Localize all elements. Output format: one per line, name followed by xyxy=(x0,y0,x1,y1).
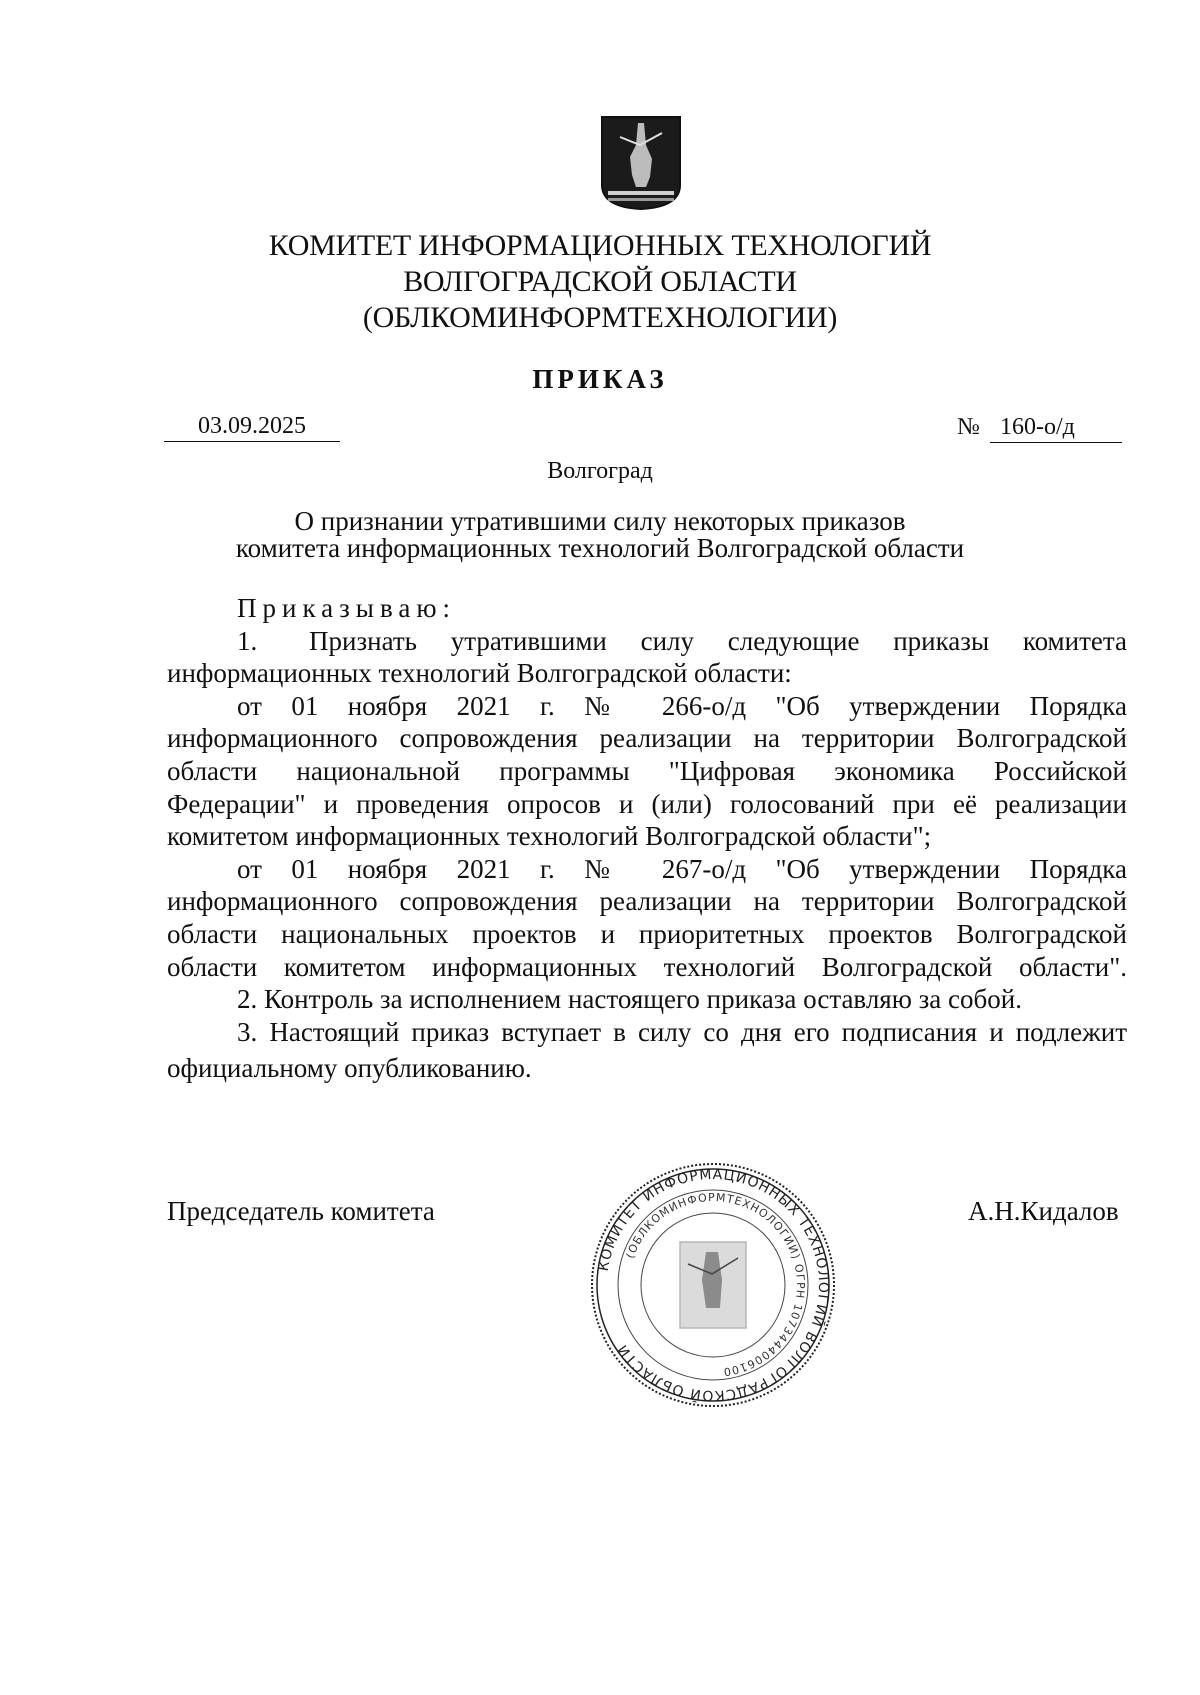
order-intro-text: Приказываю: xyxy=(237,593,456,623)
coat-of-arms-emblem xyxy=(600,115,682,211)
order-intro xyxy=(167,592,1127,625)
item-3-line2: официальному опубликованию. xyxy=(167,1053,532,1084)
item-1-line1 xyxy=(167,625,1127,658)
official-stamp xyxy=(588,1160,838,1410)
order-number-sign: № xyxy=(957,414,980,440)
signatory-position: Председатель комитета xyxy=(167,1196,435,1226)
order-number-field xyxy=(990,414,1122,443)
stamp-emblem-icon xyxy=(680,1242,746,1328)
stamp-outer-text: КОМИТЕТ ИНФОРМАЦИОННЫХ ТЕХНОЛОГИЙ ВОЛГОГРАДСКОЙ ОБЛАСТИ xyxy=(595,1166,832,1404)
subject-line1: О признании утратившими силу некоторых приказов xyxy=(294,506,906,536)
order-date: 03.09.2025 xyxy=(198,413,306,439)
order-body xyxy=(167,592,1127,1085)
repealed-order-267-line1: от 01 ноября 2021 г. № 267-о/д "Об утверждении Порядка xyxy=(237,853,1127,884)
item-1-number: 1. xyxy=(237,625,258,656)
order-number: 160-о/д xyxy=(1000,414,1075,440)
stamp-inner-text: (ОБЛКОМИНФОРМТЕХНОЛОГИИ) ОГРН 1073444006100 xyxy=(623,1190,808,1379)
repealed-order-266-line1: от 01 ноября 2021 г. № 266-о/д "Об утверждении Порядка xyxy=(237,690,1127,721)
repealed-order-266-line3: области национальной программы "Цифровая экономика Российской xyxy=(167,755,1127,786)
repealed-order-267-line3: области национальных проектов и приоритетных проектов Волгоградской xyxy=(167,918,1127,949)
org-name-line3: (ОБЛКОМИНФОРМТЕХНОЛОГИИ) xyxy=(362,301,838,334)
signatory-name: А.Н.Кидалов xyxy=(968,1196,1119,1226)
repealed-order-266-line4: Федерации" и проведения опросов и (или) голосований при её реализации xyxy=(167,788,1127,819)
repealed-order-266-line2: информационного сопровождения реализации на территории Волгоградской xyxy=(167,723,1127,754)
document-title: ПРИКАЗ xyxy=(532,364,668,394)
repealed-order-266-line5: комитетом информационных технологий Волгоградской области"; xyxy=(167,821,932,852)
org-name-line2: ВОЛГОГРАДСКОЙ ОБЛАСТИ xyxy=(403,265,797,298)
item-1-line2: информационных технологий Волгоградской области: xyxy=(167,658,792,689)
item-1-text: Признать утратившими силу следующие приказы комитета xyxy=(309,625,1127,656)
item-2: 2. Контроль за исполнением настоящего приказа оставляю за собой. xyxy=(237,984,1022,1015)
item-3-line1: 3. Настоящий приказ вступает в силу со дня его подписания и подлежит xyxy=(237,1016,1127,1047)
subject-line2: комитета информационных технологий Волгоградской области xyxy=(235,533,965,563)
repealed-order-267-line2: информационного сопровождения реализации на территории Волгоградской xyxy=(167,886,1127,917)
org-name-line1: КОМИТЕТ ИНФОРМАЦИОННЫХ ТЕХНОЛОГИЙ xyxy=(268,229,932,262)
city-name: Волгоград xyxy=(547,458,653,484)
order-date-field xyxy=(164,413,340,442)
repealed-order-267-line4: области комитетом информационных технологий Волгоградской области". xyxy=(167,951,1127,982)
